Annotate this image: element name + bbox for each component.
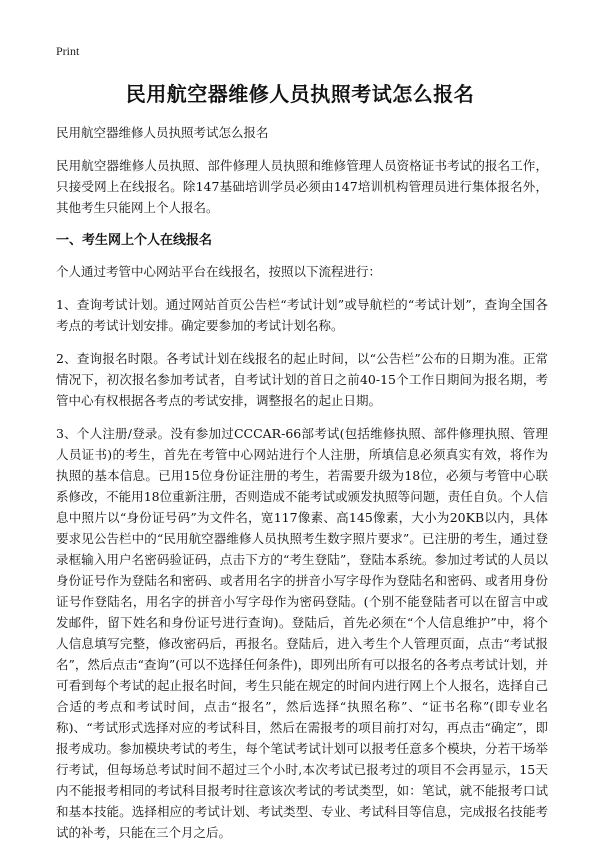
section-lead-paragraph: 个人通过考管中心网站平台在线报名，按照以下流程进行： — [56, 264, 382, 279]
step-2-paragraph: 2、查询报名时限。各考试计划在线报名的起止时间，以“公告栏”公布的日期为准。正常情况下，初次报名参加考试者，自考试计划的首日之前40-15个工作日期间为报名期，考管中心有权根据各考点的考试安排，调整报名的起止日期。 — [56, 351, 548, 408]
step-1-paragraph: 1、查询考试计划。通过网站首页公告栏“考试计划”或导航栏的“考试计划”，查询全国各考点的考试计划安排。确定要参加的考试计划名称。 — [56, 297, 548, 333]
page-title: 民用航空器维修人员执照考试怎么报名 — [125, 82, 475, 106]
article-subtitle: 民用航空器维修人员执照考试怎么报名 — [56, 125, 269, 140]
section-heading: 一、考生网上个人在线报名 — [56, 233, 213, 248]
step-3-paragraph: 3、个人注册/登录。没有参加过CCCAR-66部考试(包括维修执照、部件修理执照、管理人员证书)的考生，首先在考管中心网站进行个人注册，所填信息必须真实有效，将作为执照的基本信息。已用15位身份证注册的考生，若需要升级为18位，必须与考管中心联系修改，不能用18位重新注册，否则造成不能考试或颁发执照等问题，责任自负。个人信息中照片以“身份证号码”为文件名，宽117像素、高145像素，大小为20KB以内，具体要求见公告栏中的“民用航空器维修人员执照考生数字照片要求”。已注册的考生，通过登录框输入用户名密码验证码，点击下方的“考生登陆”，登陆本系统。参加过考试的人员以身份证号作为登陆名和密码、或者用名字的拼音小写字母作为登陆名和密码、或者用身份证号作登陆名，用名字的拼音小写字母作为密码登陆。(个别不能登陆者可以在留言中或发邮件，留下姓名和身份证号进行查询)。登陆后，首先必须在“个人信息维护”中，将个人信息填写完整，修改密码后，再报名。登陆后，进入考生个人管理页面，点击“考试报名”，然后点击“查询”(可以不选择任何条件)，即列出所有可以报名的各考点考试计划，并可看到每个考试的起止报名时间，考生只能在规定的时间内进行网上个人报名，选择自己合适的考点和考试时间，点击“报名”，然后选择“执照名称”、“证书名称”(即专业名称)、“考试形式选择对应的考试科目，然后在需报考的项目前打对勾，再点击“确定”，即报考成功。参加模块考试的考生，每个笔试考试计划可以报考任意多个模块，分若干场举行考试，但每场总考试时间不超过三个小时,本次考试已报考过的项目不会再显示，15天内不能报考相同的考试科目报考时往意该次考试的考试类型，如：笔试，就不能报考口试和基本技能。选择相应的考试计划、考试类型、专业、考试科目等信息，完成报名技能考试的补考，只能在三个月之后。 — [56, 426, 548, 840]
intro-paragraph: 民用航空器维修人员执照、部件修理人员执照和维修管理人员资格证书考试的报名工作，只接受网上在线报名。除147基础培训学员必须由147培训机构管理员进行集体报名外，其他考生只能网上个人报名。 — [56, 158, 548, 215]
print-label: Print — [56, 44, 80, 58]
article-body — [56, 122, 548, 855]
